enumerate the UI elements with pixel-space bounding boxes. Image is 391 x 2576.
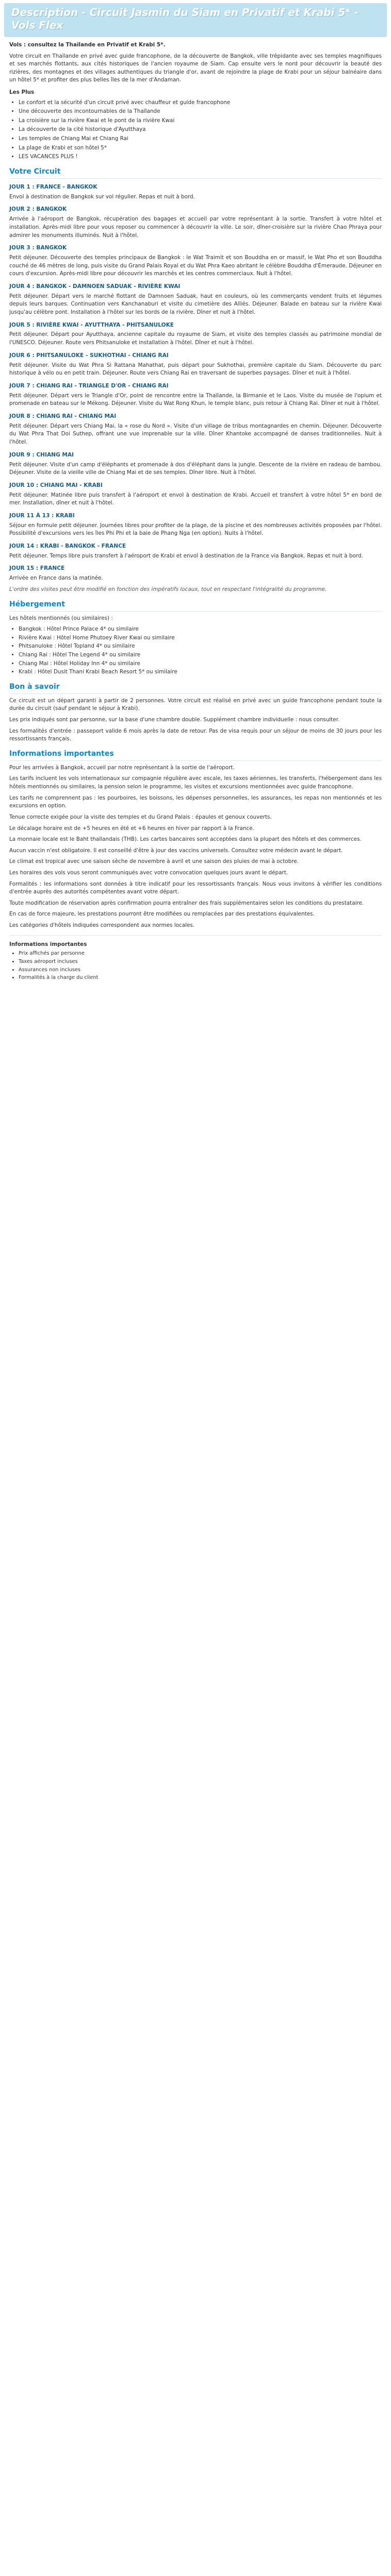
accommodation-title: Hébergement	[9, 599, 382, 612]
footer-list	[9, 950, 382, 982]
day-label: JOUR 5 : RIVIÈRE KWAI - AYUTTHAYA - PHITSANULOKE	[9, 321, 174, 328]
highlight-item: • La découverte de la cité historique d'Ayutthaya	[19, 126, 382, 134]
page-banner	[4, 3, 387, 37]
footer-item: • Formalités à la charge du client	[19, 974, 382, 982]
info-paragraph: Formalités : les informations sont données à titre indicatif pour les ressortissants français. Nous vous invitons à vérifier les conditions d'entrée auprès des autorités compétentes avant votre départ.	[9, 880, 382, 895]
day-label: JOUR 10 : CHIANG MAI - KRABI	[9, 482, 103, 488]
divider	[9, 935, 382, 936]
day-text: Petit déjeuner. Visite du Wat Phra Si Rattana Mahathat, puis départ pour Sukhothai, première capitale du Siam. Découverte du parc historique à vélo ou en petit train. Déjeuner. Route vers Chiang Rai en traversant de superbes paysages. Dîner et nuit à l'hôtel.	[9, 362, 382, 377]
day-text: Arrivée à l'aéroport de Bangkok, récupération des bagages et accueil par votre représentant à la sortie. Transfert à votre hôtel et installation. Après-midi libre pour vous reposer ou commencer à découvrir la ville. Le soir, dîner-croisière sur la rivière Chao Phraya pour admirer les monuments illuminés. Nuit à l'hôtel.	[9, 216, 382, 239]
info-paragraph: La monnaie locale est le Baht thaïlandais (THB). Les cartes bancaires sont acceptées dans la plupart des hôtels et des commerces.	[9, 836, 362, 843]
highlight-item: • Les temples de Chiang Mai et Chiang Rai	[19, 135, 382, 143]
itinerary-title: Votre Circuit	[9, 166, 382, 179]
day-label: JOUR 14 : KRABI - BANGKOK - FRANCE	[9, 543, 126, 549]
footer-item: • Taxes aéroport incluses	[19, 958, 382, 966]
info-paragraph: Les horaires des vols vous seront communiqués avec votre convocation quelques jours avant le départ.	[9, 869, 288, 876]
info-title: Informations importantes	[9, 749, 382, 761]
day-text: Petit déjeuner. Départ vers Chiang Mai, la « rose du Nord ». Visite d'un village de tribus montagnardes en chemin. Déjeuner. Découverte du Wat Phra That Doi Suthep, offrant une vue imprenable sur la ville. Dîner Khantoke accompagné de danses traditionnelles. Nuit à l'hôtel.	[9, 422, 382, 446]
day-label: JOUR 3 : BANGKOK	[9, 245, 67, 251]
info-paragraph: Aucun vaccin n'est obligatoire. Il est conseillé d'être à jour des vaccins universels. Consultez votre médecin avant le départ.	[9, 847, 343, 854]
day-label: JOUR 9 : CHIANG MAI	[9, 451, 74, 458]
highlights-title: Les Plus	[9, 89, 35, 96]
main-content	[0, 37, 391, 991]
info-paragraph: Le climat est tropical avec une saison sèche de novembre à avril et une saison des pluies de mai à octobre.	[9, 858, 299, 865]
accommodation-intro: Les hôtels mentionnés (ou similaires) :	[9, 615, 113, 621]
day-label: JOUR 2 : BANGKOK	[9, 206, 67, 213]
intro-lead: Vols : consultez la Thaïlande en Privatif et Krabi 5*.	[9, 42, 166, 48]
footer-item: • Assurances non incluses	[19, 967, 382, 974]
included-paragraph: Les formalités d'entrée : passeport valide 6 mois après la date de retour. Pas de visa requis pour un séjour de moins de 30 jours pour les ressortissants français.	[9, 727, 382, 742]
highlight-item: • La plage de Krabi et son hôtel 5*	[19, 144, 382, 152]
included-paragraph: Ce circuit est un départ garanti à partir de 2 personnes. Votre circuit est réalisé en privé avec un guide francophone pendant toute la durée du circuit (sauf pendant le séjour à Krabi).	[9, 697, 382, 712]
day-label: JOUR 7 : CHIANG RAI - TRIANGLE D'OR - CHIANG RAI	[9, 382, 169, 389]
hotel-item: • Chiang Rai : Hôtel The Legend 4* ou similaire	[19, 651, 382, 659]
day-text: Petit déjeuner. Découverte des temples principaux de Bangkok : le Wat Traimit et son Bouddha en or massif, le Wat Pho et son Bouddha couché de 46 mètres de long, puis visite du Grand Palais Royal et du Wat Phra Kaeo abritant le célèbre Bouddha d'Émeraude. Déjeuner en cours d'excursion. Après-midi libre pour découvrir les marchés et les centres commerciaux. Nuit à l'hôtel.	[9, 255, 382, 277]
hotel-item: • Rivière Kwai : Hôtel Home Phutoey River Kwai ou similaire	[19, 634, 382, 642]
day-label: JOUR 15 : FRANCE	[9, 565, 65, 572]
day-text: Petit déjeuner. Départ vers le marché flottant de Damnoen Saduak, haut en couleurs, où les commerçants vendent fruits et légumes depuis leurs barques. Continuation vers Kanchanaburi et visite du cimetière des Alliés. Déjeuner. Balade en bateau sur la rivière Kwai jusqu'au célèbre pont. Installation à l'hôtel sur les bords de la rivière. Dîner et nuit à l'hôtel.	[9, 293, 382, 315]
day-text: Envol à destination de Bangkok sur vol régulier. Repas et nuit à bord.	[9, 193, 195, 200]
day-text: Petit déjeuner. Visite d'un camp d'éléphants et promenade à dos d'éléphant dans la jungle. Descente de la rivière en radeau de bambou. Déjeuner. Visite de la vieille ville de Chiang Mai et de ses temples. Dîner libre. Nuit à l'hôtel.	[9, 461, 382, 476]
day-text: Petit déjeuner. Matinée libre puis transfert à l'aéroport et envol à destination de Krabi. Accueil et transfert à votre hôtel 5* en bord de mer. Installation, dîner et nuit à l'hôtel.	[9, 492, 382, 506]
day-label: JOUR 6 : PHITSANULOKE - SUKHOTHAI - CHIANG RAI	[9, 352, 169, 359]
info-paragraph: Tenue correcte exigée pour la visite des temples et du Grand Palais : épaules et genoux couverts.	[9, 814, 272, 820]
hotel-item: • Bangkok : Hôtel Prince Palace 4* ou similaire	[19, 625, 382, 634]
day-label: JOUR 1 : FRANCE - BANGKOK	[9, 183, 97, 190]
highlights-list	[9, 99, 382, 161]
day-label: JOUR 11 À 13 : KRABI	[9, 512, 75, 519]
page	[0, 0, 391, 991]
info-paragraph: Les catégories d'hôtels indiquées correspondent aux normes locales.	[9, 922, 195, 929]
hotel-item: • Phitsanuloke : Hôtel Topland 4* ou similaire	[19, 642, 382, 651]
day-text: Petit déjeuner. Départ vers le Triangle d'Or, point de rencontre entre la Thaïlande, la Birmanie et le Laos. Visite du musée de l'opium et promenade en bateau sur le Mékong. Déjeuner. Visite du Wat Rong Khun, le temple blanc, puis retour à Chiang Rai. Dîner et nuit à l'hôtel.	[9, 392, 382, 407]
highlight-item: • Le confort et la sécurité d'un circuit privé avec chauffeur et guide francophone	[19, 99, 382, 107]
day-text: Petit déjeuner. Temps libre puis transfert à l'aéroport de Krabi et envol à destination de la France via Bangkok. Repas et nuit à bord.	[9, 552, 363, 559]
highlight-item: • La croisière sur la rivière Kwai et le pont de la rivière Kwai	[19, 117, 382, 125]
highlight-item: • LES VACANCES PLUS !	[19, 153, 382, 161]
footer-item: • Prix affichés par personne	[19, 950, 382, 958]
hotel-item: • Krabi : Hôtel Dusit Thani Krabi Beach Resort 5* ou similaire	[19, 668, 382, 676]
hotel-item: • Chiang Mai : Hôtel Holiday Inn 4* ou similaire	[19, 660, 382, 668]
info-paragraph: Le décalage horaire est de +5 heures en été et +6 heures en hiver par rapport à la France.	[9, 825, 254, 832]
day-label: JOUR 8 : CHIANG RAI - CHIANG MAI	[9, 413, 117, 419]
included-paragraph: Les prix indiqués sont par personne, sur la base d'une chambre double. Supplément chambre individuelle : nous consulter.	[9, 717, 340, 723]
info-paragraph: Toute modification de réservation après confirmation pourra entraîner des frais supplémentaires selon les conditions du prestataire.	[9, 900, 364, 906]
included-title: Bon à savoir	[9, 682, 382, 694]
day-text: Petit déjeuner. Départ pour Ayutthaya, ancienne capitale du royaume de Siam, et visite des temples classés au patrimoine mondial de l'UNESCO. Déjeuner. Route vers Phitsanuloke et installation à l'hôtel. Dîner et nuit à l'hôtel.	[9, 331, 382, 346]
hotel-list	[9, 625, 382, 676]
footer-title: Informations importantes	[9, 941, 87, 947]
highlight-item: • Une découverte des incontournables de la Thaïlande	[19, 108, 382, 116]
itinerary-note: L'ordre des visites peut être modifié en fonction des impératifs locaux, tout en respectant l'intégralité du programme.	[9, 586, 327, 592]
day-text: Séjour en formule petit déjeuner. Journées libres pour profiter de la plage, de la piscine et des nombreuses activités proposées par l'hôtel. Possibilité d'excursions vers les îles Phi Phi et la baie de Phang Nga (en option). Nuits à l'hôtel.	[9, 522, 382, 537]
intro-paragraph: Votre circuit en Thaïlande en privé avec guide francophone, de la découverte de Bangkok, ville trépidante avec ses temples magnifiques et ses marchés flottants, aux cités historiques de l'ancien royaume de Siam. Cap ensuite vers le nord pour découvrir la beauté des rizières, des montagnes et des villages authentiques du triangle d'or, avant de rejoindre la plage de Krabi pour un séjour balnéaire dans un hôtel 5* et profiter des plus belles îles de la mer d'Andaman.	[9, 53, 382, 83]
info-paragraph: Les tarifs incluent les vols internationaux sur compagnie régulière avec escale, les taxes aériennes, les transferts, l'hébergement dans les hôtels mentionnés ou similaires, la pension selon le programme, les visites et excursions mentionnées avec guide francophone.	[9, 775, 382, 790]
day-text: Arrivée en France dans la matinée.	[9, 575, 103, 582]
day-label: JOUR 4 : BANGKOK - DAMNOEN SADUAK - RIVIÈRE KWAI	[9, 283, 181, 290]
info-paragraph: Pour les arrivées à Bangkok, accueil par notre représentant à la sortie de l'aéroport.	[9, 764, 235, 771]
info-paragraph: Les tarifs ne comprennent pas : les pourboires, les boissons, les dépenses personnelles, les assurances, les repas non mentionnés et les excursions en option.	[9, 794, 382, 809]
page-title: Description - Circuit Jasmin du Siam en Privatif et Krabi 5* - Vols Flex	[11, 6, 359, 31]
info-paragraph: En cas de force majeure, les prestations pourront être modifiées ou remplacées par des prestations équivalentes.	[9, 911, 315, 918]
